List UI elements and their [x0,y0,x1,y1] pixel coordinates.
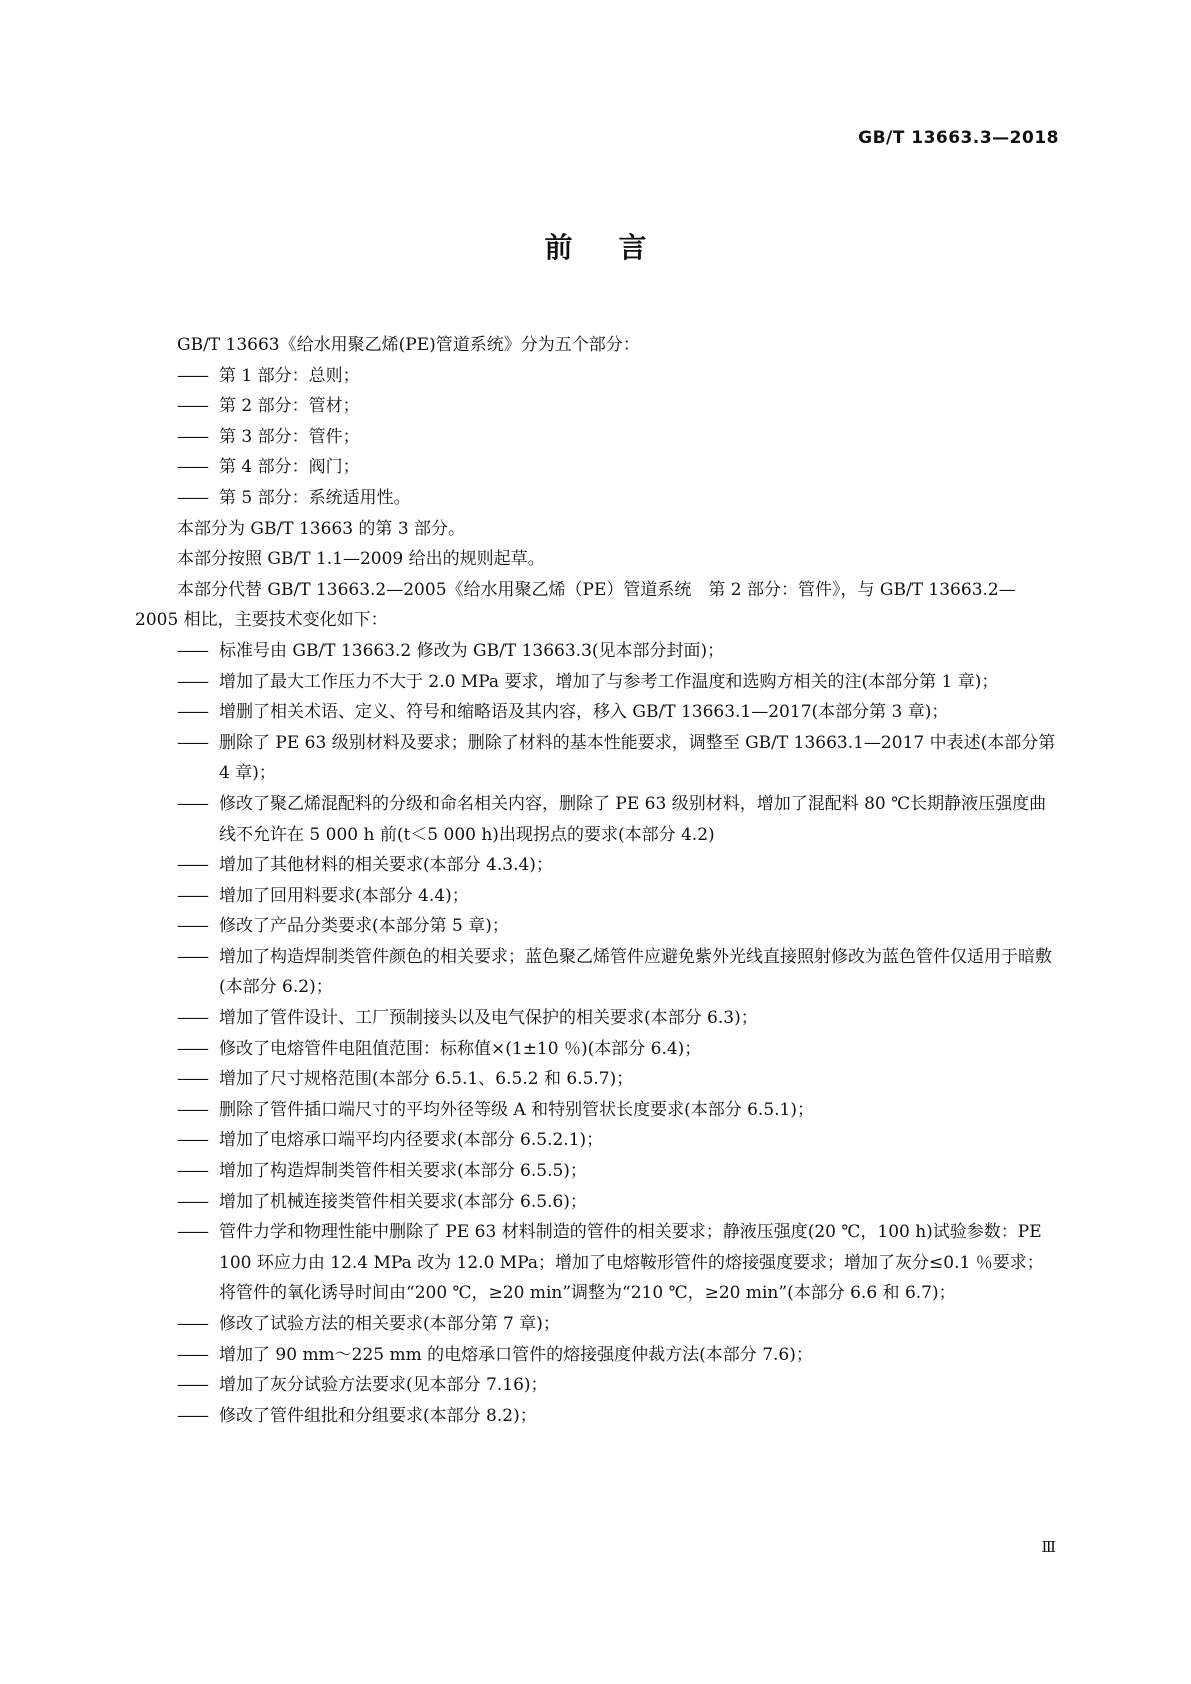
list-item-text: 修改了试验方法的相关要求(本部分第 7 章)； [219,1314,560,1334]
list-item [135,1401,1056,1432]
dash-mark: —— [177,1038,207,1059]
list-item-text: 第 2 部分：管材； [219,396,360,417]
dash-mark: —— [177,1130,207,1151]
list-item-text: 增加了 90 mm～225 mm 的电熔承口管件的熔接强度仲裁方法(本部分 7.6)； [219,1344,813,1365]
dash-mark: —— [177,1161,207,1182]
list-item [135,911,1056,942]
dash-mark: —— [177,671,207,692]
list-item-text: 标准号由 GB/T 13663.2 修改为 GB/T 13663.3(见本部分封面)； [219,640,725,661]
standard-number: GB/T 13663.3—2018 [858,128,1059,148]
list-item-text: 第 3 部分：管件； [219,426,360,447]
list-item [135,1125,1056,1156]
list-item-text: 删除了管件插口端尺寸的平均外径等级 A 和特别管状长度要求(本部分 6.5.1)； [219,1099,815,1120]
list-item [135,1340,1056,1371]
list-item [135,789,1056,850]
list-item-text: 修改了管件组批和分组要求(本部分 8.2)； [219,1405,537,1426]
dash-mark: —— [177,1008,207,1029]
dash-mark: —— [177,396,207,417]
list-item [135,361,1056,392]
foreword-body [135,330,1056,1431]
dash-mark: —— [177,1405,207,1426]
list-item-text: 增加了尺寸规格范围(本部分 6.5.1、6.5.2 和 6.5.7)； [219,1069,634,1090]
dash-mark: —— [177,702,207,723]
dash-mark: —— [177,946,207,967]
list-item-text: 增加了构造焊制类管件相关要求(本部分 6.5.5)； [219,1161,587,1182]
statement-replace: 本部分代替 GB/T 13663.2—2005《给水用聚乙烯（PE）管道系统 第 2 部分：管件》，与 GB/T 13663.2—2005 相比，主要技术变化如下： [135,579,1016,631]
list-item [135,1064,1056,1095]
list-item-text: 第 1 部分：总则； [219,365,360,386]
list-item-text: 增加了构造焊制类管件颜色的相关要求；蓝色聚乙烯管件应避免紫外光线直接照射修改为蓝色管件仅适用于暗敷(本部分 6.2)； [219,946,1052,998]
dash-mark: —— [177,1375,207,1396]
list-item-text: 增加了灰分试验方法要求(见本部分 7.16)； [219,1375,548,1396]
list-item [135,667,1056,698]
list-item-text: 删除了 PE 63 级别材料及要求；删除了材料的基本性能要求，调整至 GB/T 13663.1—2017 中表述(本部分第 4 章)； [219,732,1056,784]
list-item-text: 第 5 部分：系统适用性。 [219,487,411,508]
list-item [135,1187,1056,1218]
list-item-text: 修改了电熔管件电阻值范围：标称值×(1±10 ％)(本部分 6.4)； [219,1038,702,1059]
list-item-text: 第 4 部分：阀门； [219,457,360,478]
list-item-text: 增加了最大工作压力不大于 2.0 MPa 要求，增加了与参考工作温度和选购方相关的注(本部分第 1 章)； [219,671,999,692]
list-item [135,942,1056,1003]
dash-mark: —— [177,732,207,753]
list-item [135,1156,1056,1187]
parts-list [135,361,1056,514]
dash-mark: —— [177,793,207,814]
list-item [135,1003,1056,1034]
page-number: Ⅲ [1041,1538,1056,1556]
list-item [135,636,1056,667]
list-item [135,1034,1056,1065]
statement-part: 本部分为 GB/T 13663 的第 3 部分。 [177,518,466,539]
statement-rules: 本部分按照 GB/T 1.1—2009 给出的规则起草。 [177,549,545,570]
dash-mark: —— [177,1222,207,1243]
intro-paragraph: GB/T 13663《给水用聚乙烯(PE)管道系统》分为五个部分： [177,335,640,355]
dash-mark: —— [177,426,207,447]
list-item [135,483,1056,514]
list-item-text: 管件力学和物理性能中删除了 PE 63 材料制造的管件的相关要求；静液压强度(20 ℃，100 h)试验参数：PE 100 环应力由 12.4 MPa 改为 12.0 MPa；增加了电熔鞍形管件的熔接强度要求；增加了灰分≤0.1 ％要求；将管件的氧化诱导时间由“200 ℃，≥20 min”调整为“210 ℃，≥20 min”(本部分 6.6 和 6.7)； [219,1222,1044,1304]
list-item [135,850,1056,881]
dash-mark: —— [177,487,207,508]
list-item [135,697,1056,728]
dash-mark: —— [177,1344,207,1365]
list-item-text: 增加了电熔承口端平均内径要求(本部分 6.5.2.1)； [219,1130,604,1151]
list-item-text: 增加了其他材料的相关要求(本部分 4.3.4)； [219,855,553,876]
list-item-text: 修改了聚乙烯混配料的分级和命名相关内容，删除了 PE 63 级别材料，增加了混配料 80 ℃长期静液压强度曲线不允许在 5 000 h 前(t＜5 000 h)出现拐点的要求(本部分 4.2) [219,793,1047,845]
list-item-text: 修改了产品分类要求(本部分第 5 章)； [219,916,509,937]
list-item [135,1370,1056,1401]
list-item [135,728,1056,789]
dash-mark: —— [177,1069,207,1090]
list-item [135,422,1056,453]
list-item [135,452,1056,483]
list-item-text: 增加了回用料要求(本部分 4.4)； [219,885,469,906]
dash-mark: —— [177,855,207,876]
list-item-text: 增加了管件设计、工厂预制接头以及电气保护的相关要求(本部分 6.3)； [219,1008,758,1029]
dash-mark: —— [177,1314,207,1334]
dash-mark: —— [177,640,207,661]
dash-mark: —— [177,365,207,386]
list-item [135,1309,1056,1340]
dash-mark: —— [177,885,207,906]
list-item [135,1217,1056,1309]
list-item-text: 增删了相关术语、定义、符号和缩略语及其内容，移入 GB/T 13663.1—2017(本部分第 3 章)； [219,702,949,723]
list-item-text: 增加了机械连接类管件相关要求(本部分 6.5.6)； [219,1191,587,1212]
dash-mark: —— [177,916,207,937]
list-item [135,391,1056,422]
list-item [135,1095,1056,1126]
dash-mark: —— [177,457,207,478]
changes-list [135,636,1056,1431]
page-title: 前言 [544,231,693,264]
list-item [135,881,1056,912]
dash-mark: —— [177,1191,207,1212]
dash-mark: —— [177,1099,207,1120]
